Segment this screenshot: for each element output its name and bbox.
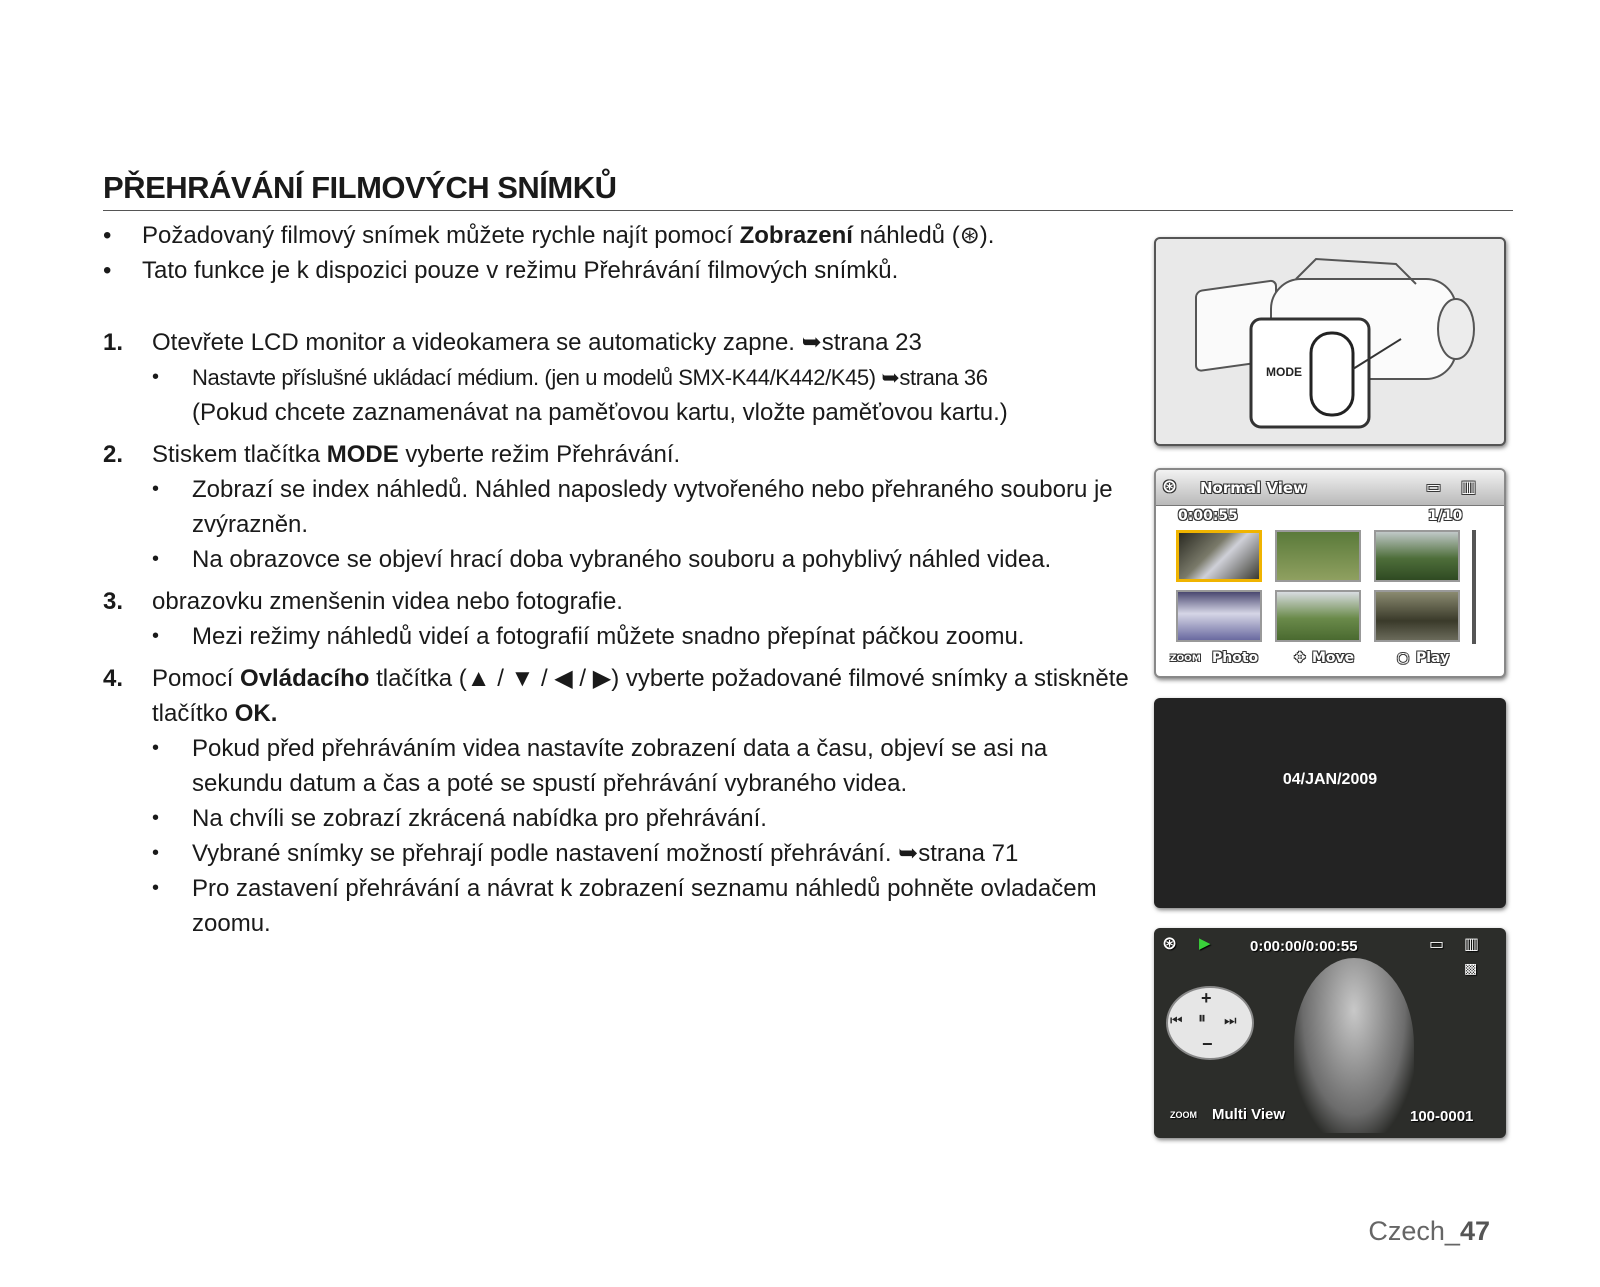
multi-view-label: Multi View — [1212, 1106, 1286, 1123]
card-icon: ▭ — [1426, 477, 1442, 496]
thumbnail[interactable] — [1176, 530, 1262, 582]
joystick-icon: ✥ — [1294, 650, 1306, 666]
thumbnail[interactable] — [1176, 590, 1262, 642]
zoom-label: ZOOM — [1170, 654, 1201, 664]
playback-time: 0:00:00/0:00:55 — [1250, 938, 1358, 955]
movie-mode-icon: ⊛ — [1162, 933, 1178, 953]
move-label: Move — [1312, 650, 1355, 666]
volume-down-icon[interactable]: − — [1202, 1034, 1213, 1054]
playback-screen — [1154, 928, 1506, 1138]
step-2: 2. Stiskem tlačítka MODE vyberte režim Přehrávání. • Zobrazí se index náhledů. Náhled naposledy vytvořeného nebo přehraného souboru je zvýrazněn. • Na obrazovce se objeví hrací doba vybraného souboru a pohyblivý náhled videa. — [103, 437, 1143, 577]
step-1: 1. Otevřete LCD monitor a videokamera se automaticky zapne. ➥strana 23 • Nastavte příslušné ukládací médium. (jen u modelů SMX-K44/K442/K45) ➥strana 36 (Pokud chcete zaznamenávat na paměťovou kartu, vložte paměťovou kartu.) — [103, 325, 1143, 430]
film-time: 0:00:55 — [1178, 508, 1238, 524]
index-title: Normal View — [1200, 479, 1307, 497]
file-number: 100-0001 — [1410, 1108, 1474, 1125]
card-icon: ▭ — [1429, 936, 1445, 953]
pause-icon[interactable]: ⏸ — [1198, 1010, 1207, 1027]
thumbnail-index-screen — [1154, 468, 1506, 678]
thumbnail[interactable] — [1374, 530, 1460, 582]
battery-icon: ▥ — [1464, 936, 1480, 953]
volume-up-icon[interactable]: + — [1201, 988, 1212, 1008]
intro-bullet-1: • Požadovaný filmový snímek můžete rychle najít pomocí Zobrazení náhledů (⊛). — [103, 218, 1143, 253]
mode-label: MODE — [1266, 365, 1302, 379]
date-display: 04/JAN/2009 — [1282, 771, 1378, 788]
forward-icon[interactable]: ⏭ — [1224, 1012, 1237, 1028]
rewind-icon[interactable]: ⏮ — [1170, 1012, 1183, 1028]
camcorder-illustration — [1154, 237, 1506, 446]
thumbnail[interactable] — [1275, 530, 1361, 582]
zoom-label: ZOOM — [1170, 1110, 1197, 1120]
date-screen — [1154, 698, 1506, 908]
quality-icon: ▩ — [1464, 960, 1478, 976]
video-frame — [1294, 958, 1414, 1133]
intro-bullet-2: • Tato funkce je k dispozici pouze v režimu Přehrávání filmových snímků. — [103, 253, 1143, 288]
page-footer: Czech_47 — [1368, 1216, 1490, 1246]
thumbnail-view-icon: ⊛ — [959, 222, 980, 249]
ok-icon: ◉ — [1397, 650, 1410, 666]
battery-icon: ▥ — [1461, 477, 1477, 496]
step-3: 3. obrazovku zmenšenin videa nebo fotografie. • Mezi režimy náhledů videí a fotografií můžete snadno přepínat páčkou zoomu. — [103, 584, 1143, 654]
thumbnail[interactable] — [1374, 590, 1460, 642]
movie-mode-icon: ⊛ — [1162, 476, 1178, 497]
scrollbar[interactable] — [1472, 530, 1476, 644]
play-status-icon: ▶ — [1199, 935, 1211, 952]
file-count: 1/10 — [1428, 508, 1463, 524]
camcorder-drawing — [1156, 239, 1504, 444]
thumbnail[interactable] — [1275, 590, 1361, 642]
photo-label: Photo — [1212, 650, 1259, 666]
step-4: 4. Pomocí Ovládacího tlačítka (▲ / ▼ / ◀ / ▶) vyberte požadované filmové snímky a stiskněte tlačítko OK. • Pokud před přehráváním videa nastavíte zobrazení data a času, objeví se asi na sekundu datum a čas a poté se spustí přehrávání vybraného videa. • Na chvíli se zobrazí zkrácená nabídka pro přehrávání. • Vybrané snímky se přehrají podle nastavení možností přehrávání. ➥strana 71 • Pro zastavení přehrávání a návrat k zobrazení seznamu náhledů pohněte ovladačem zoomu. — [103, 661, 1143, 941]
body-text — [103, 218, 1143, 941]
page-title: PŘEHRÁVÁNÍ FILMOVÝCH SNÍMKŮ — [103, 170, 1513, 211]
play-label: Play — [1416, 650, 1450, 666]
